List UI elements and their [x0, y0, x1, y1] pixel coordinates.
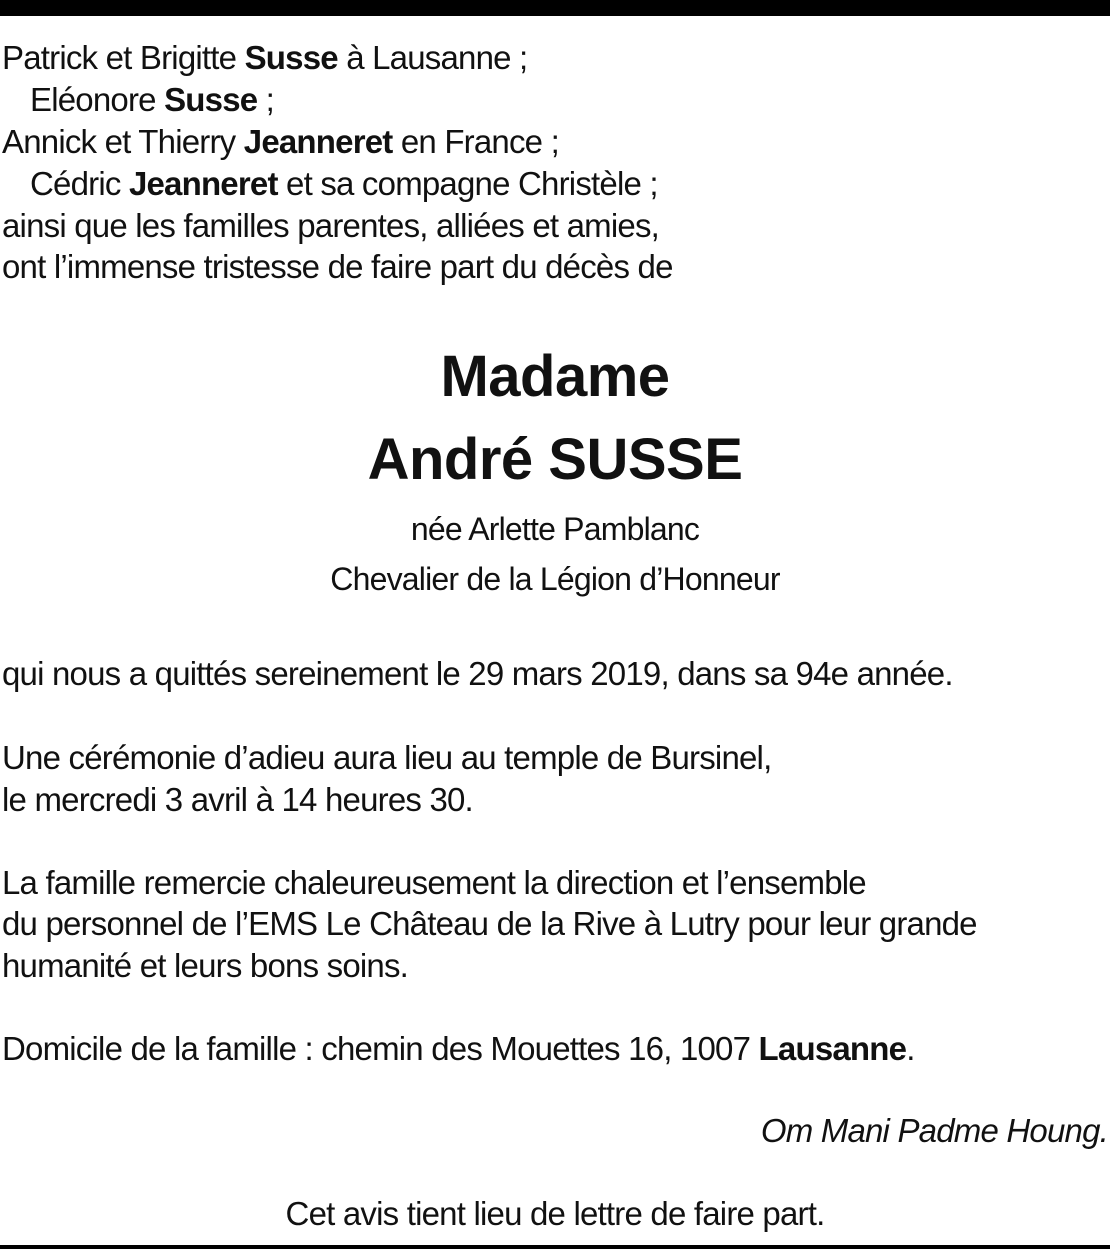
thanks-line-1: La famille remercie chaleureusement la direction et l’ensemble	[2, 864, 866, 901]
deceased-title: Madame	[440, 344, 670, 409]
family-line-1	[2, 37, 527, 79]
closing-note: Cet avis tient lieu de lettre de faire part.	[285, 1195, 825, 1232]
family-line-4-rest: et sa compagne Christèle ;	[277, 165, 658, 202]
domicile	[2, 1028, 915, 1070]
domicile-address: Domicile de la famille : chemin des Mouettes 16, 1007	[2, 1030, 759, 1067]
family-line-3-rest: en France ;	[392, 123, 559, 160]
family-line-1-surname: Susse	[244, 39, 338, 76]
family-line-2-text: Eléonore	[30, 81, 165, 118]
family-line-3-surname: Jeanneret	[243, 123, 393, 160]
bottom-rule	[0, 1245, 1110, 1249]
deceased-name: André SUSSE	[367, 427, 743, 492]
domicile-period: .	[906, 1030, 915, 1067]
passing-statement: qui nous a quittés sereinement le 29 mars 2019, dans sa 94e année.	[2, 655, 953, 692]
family-line-4-surname: Jeanneret	[128, 165, 278, 202]
family-line-4-text: Cédric	[30, 165, 129, 202]
thanks-line-3: humanité et leurs bons soins.	[2, 947, 409, 984]
intro-line-2: ont l’immense tristesse de faire part du décès de	[2, 248, 673, 285]
family-line-1-text: Patrick et Brigitte	[2, 39, 245, 76]
thanks-line-2: du personnel de l’EMS Le Château de la Rive à Lutry pour leur grande	[2, 905, 977, 942]
intro-line-1: ainsi que les familles parentes, alliées et amies,	[2, 207, 660, 244]
family-line-2-rest: ;	[257, 81, 275, 118]
family-line-1-rest: à Lausanne ;	[337, 39, 528, 76]
domicile-city: Lausanne	[758, 1030, 907, 1067]
ceremony-line-2: le mercredi 3 avril à 14 heures 30.	[2, 781, 473, 818]
family-line-2-surname: Susse	[164, 81, 258, 118]
mantra: Om Mani Padme Houng.	[760, 1112, 1108, 1149]
honour: Chevalier de la Légion d’Honneur	[330, 561, 780, 597]
family-line-3-text: Annick et Thierry	[2, 123, 244, 160]
family-line-2	[30, 79, 274, 121]
family-line-3	[2, 121, 559, 163]
ceremony-line-1: Une cérémonie d’adieu aura lieu au temple de Bursinel,	[2, 739, 772, 776]
family-line-4	[30, 163, 658, 205]
top-rule	[0, 0, 1110, 16]
maiden-name: née Arlette Pamblanc	[410, 511, 700, 547]
